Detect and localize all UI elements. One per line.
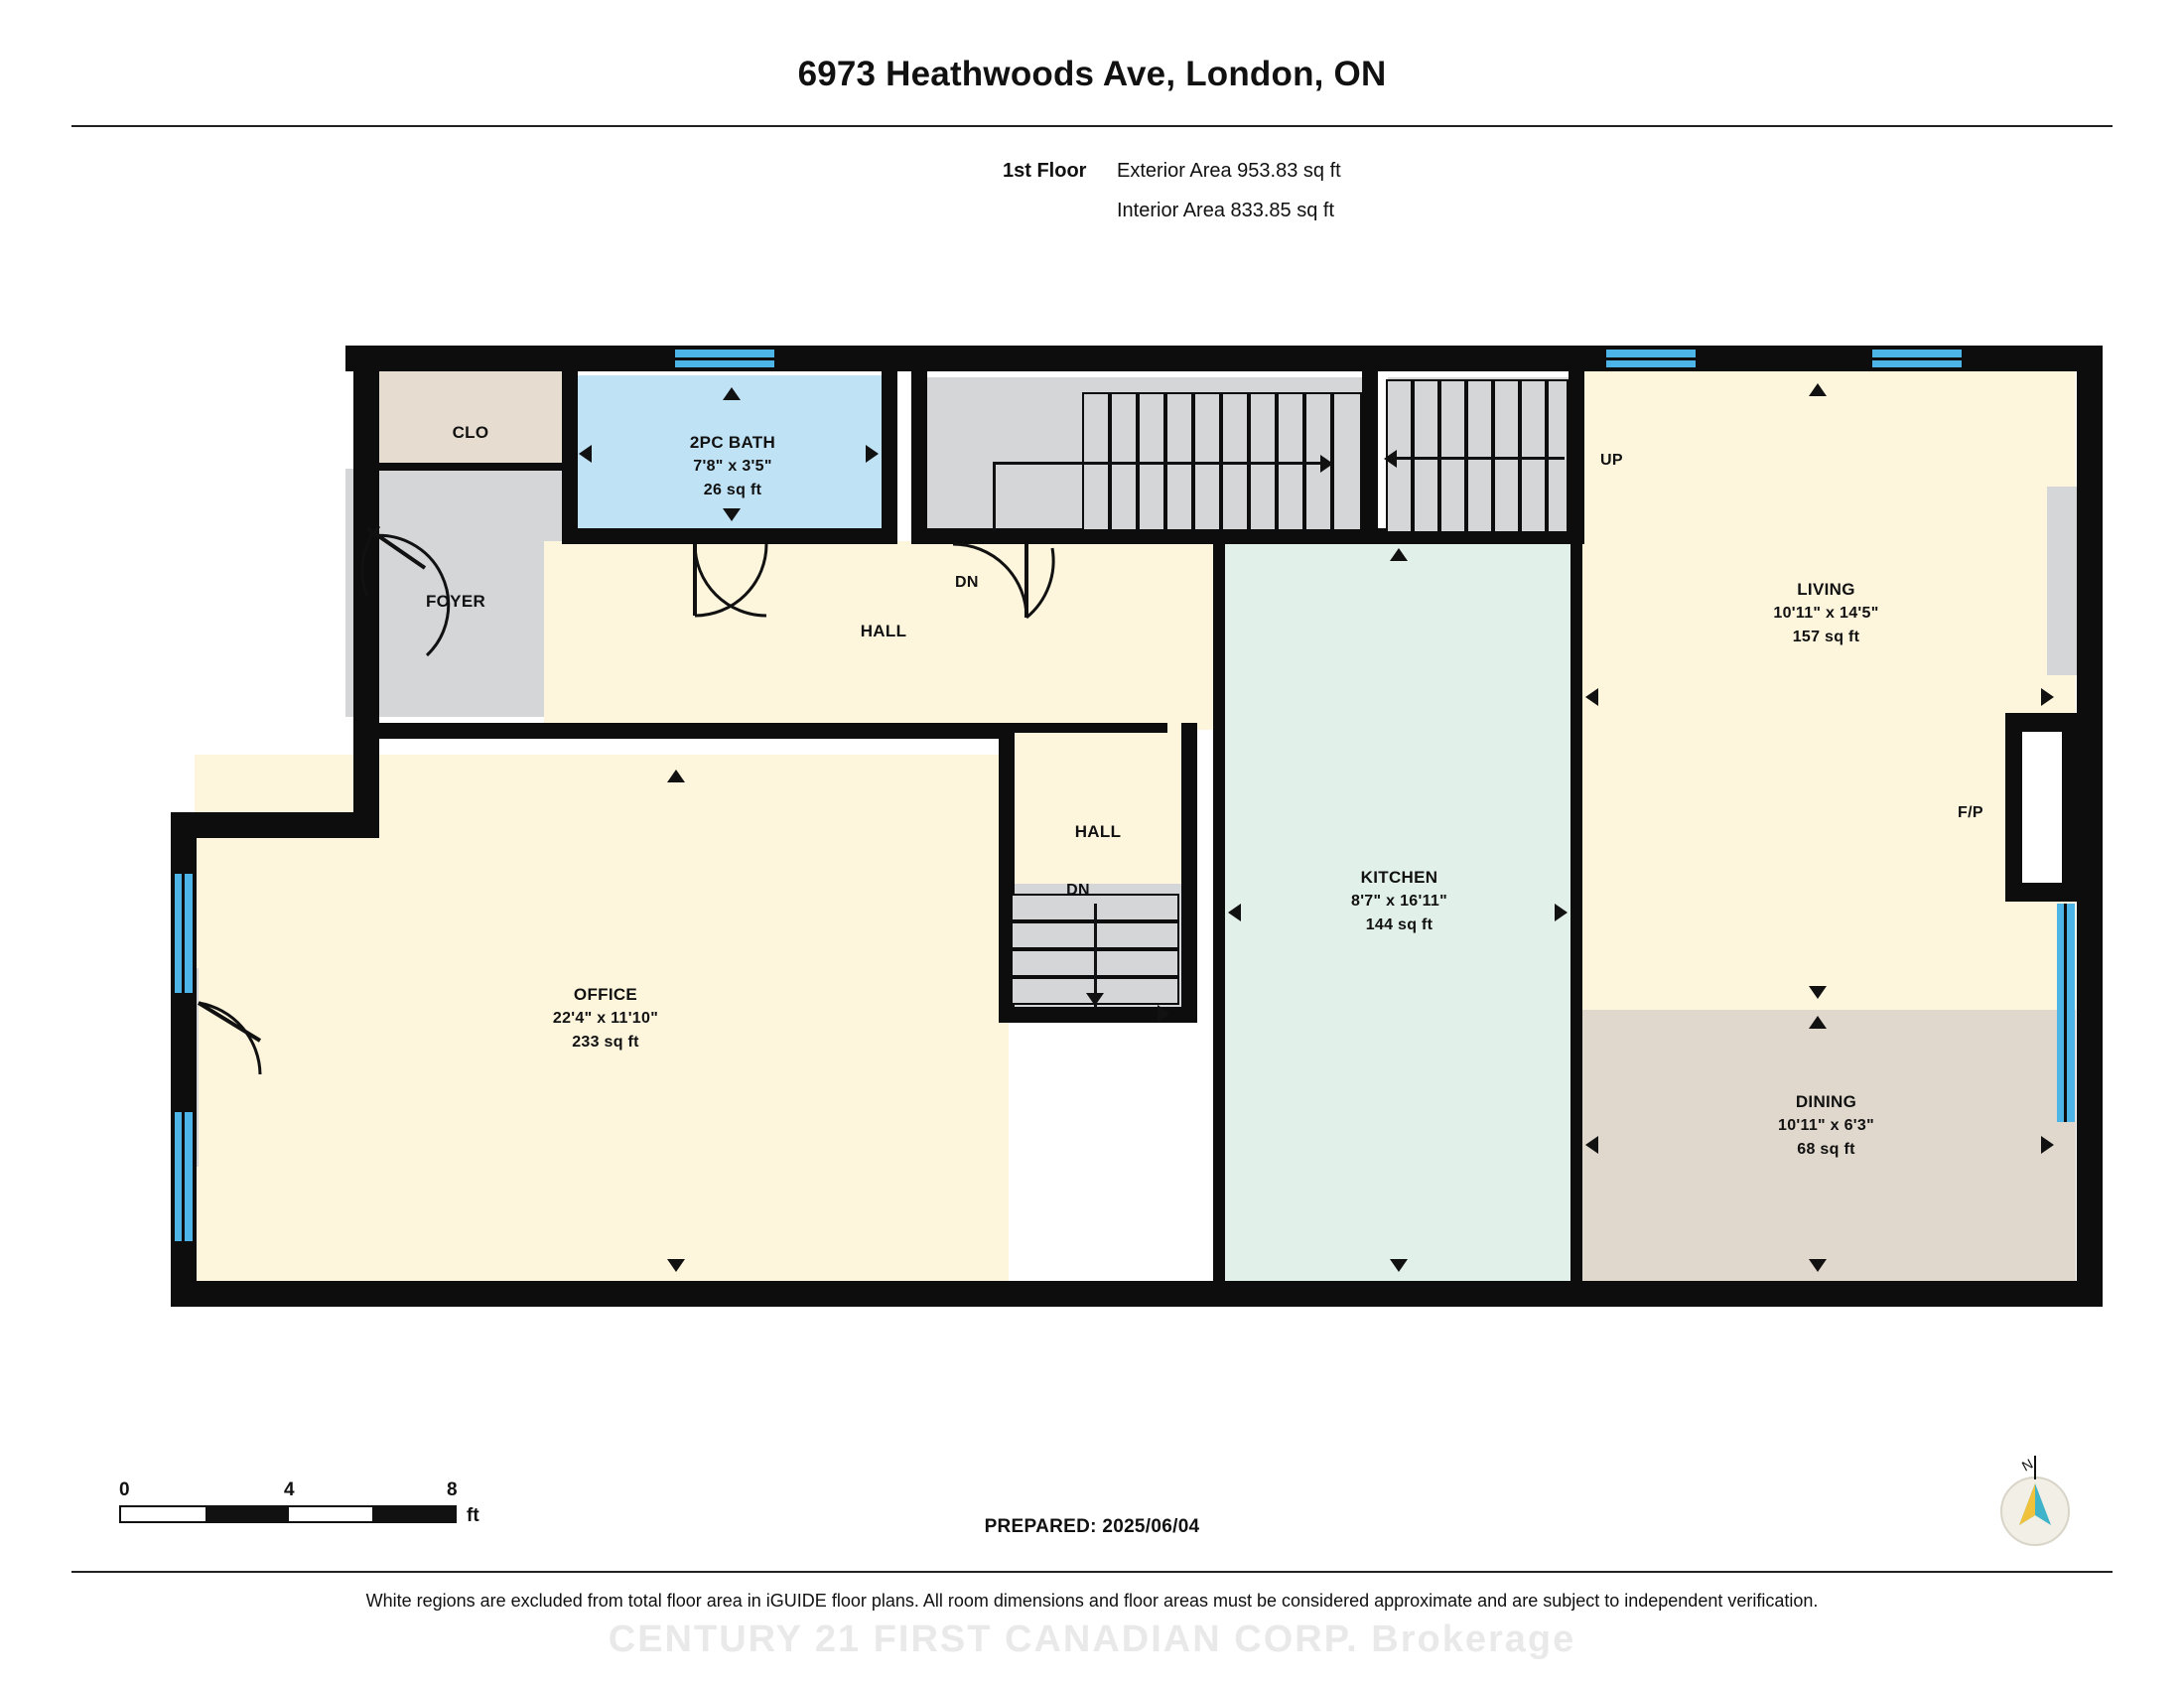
staircase-upper-right-arrow [1384,450,1397,468]
arrow-living-left [1585,688,1598,706]
arrow-living-up [1809,383,1827,396]
room-label-hall-upper [715,620,1052,643]
room-name-kitchen: KITCHEN [1360,868,1438,887]
scale-ticks [119,1479,457,1505]
room-name-hall-upper: HALL [860,622,907,640]
room-label-dining [1576,1090,2076,1162]
room-label-clo [373,421,568,445]
staircase-lower-arrow [1086,993,1104,1006]
room-dim-office: 22'4" x 11'10" [552,1010,659,1027]
room-label-kitchen [1222,866,1576,937]
floor-label: 1st Floor [1003,160,1087,182]
interior-area: Interior Area 833.85 sq ft [1117,200,1335,221]
staircase-upper-right-run-line [1390,457,1565,460]
arrow-dining-up [1809,1016,1827,1029]
scale-unit: ft [467,1505,479,1526]
room-dim-dining: 10'11" x 6'3" [1778,1117,1874,1134]
arrow-office-right [1158,1005,1170,1023]
page-title: 6973 Heathwoods Ave, London, ON [797,55,1387,93]
dn-marker-upper: DN [955,574,979,591]
arrow-living-right [2041,688,2054,706]
wall-clo-bottom [375,463,564,471]
window-top-right-mullion [1872,357,1962,360]
scale-tick-8: 8 [447,1479,458,1500]
window-left-upper-mullion [182,874,185,993]
dn-marker-lower: DN [1066,882,1090,899]
window-top-left-mullion [675,357,774,360]
wall-upper-right-stair-right [1569,365,1584,544]
prepared-date: PREPARED: 2025/06/04 [984,1516,1200,1537]
staircase-upper-middle-arrow [1320,455,1333,473]
wall-hall-bottom [379,723,1015,739]
disclaimer-text: White regions are excluded from total floor area in iGUIDE floor plans. All room dimensions and floor areas must be considered approximate and are subject to independent verification. [365,1591,1819,1611]
arrow-living-down [1809,986,1827,999]
arrow-bath-up [723,387,741,400]
arrow-kitchen-up [1390,548,1408,561]
wall-hall-lower-right [1181,723,1197,1021]
staircase-upper-middle-run-line [993,462,1320,465]
room-name-2pc-bath: 2PC BATH [689,433,776,452]
up-marker: UP [1600,452,1623,469]
room-dim-kitchen: 8'7" x 16'11" [1351,893,1447,910]
exterior-area: Exterior Area 953.83 sq ft [1117,160,1341,182]
wall-stair-right [1362,365,1378,544]
room-area-office: 233 sq ft [572,1034,639,1051]
footer-divider [71,1571,2113,1573]
arrow-kitchen-down [1390,1259,1408,1272]
wall-stair-left [911,365,927,544]
room-fill-clo [375,369,566,469]
wall-left-jog-horiz [171,812,379,838]
room-dim-2pc-bath: 7'8" x 3'5" [693,458,772,475]
room-label-hall-lower [1009,820,1187,844]
room-name-foyer: FOYER [425,592,486,611]
scale-tick-0: 0 [119,1479,130,1500]
room-label-living [1576,578,2076,649]
scale-tick-4: 4 [284,1479,295,1500]
room-area-kitchen: 144 sq ft [1365,916,1433,933]
room-name-office: OFFICE [573,985,638,1004]
svg-text:N: N [2018,1455,2036,1475]
room-label-office [496,983,715,1055]
wall-hall-upper-left-cap [1009,723,1167,733]
brokerage-watermark: CENTURY 21 FIRST CANADIAN CORP. Brokerage [608,1618,1576,1660]
room-name-living: LIVING [1797,580,1855,599]
window-right-lower-mullion [2064,904,2067,1122]
arrow-bath-down [723,508,741,521]
arrow-office-down [667,1259,685,1272]
wall-bath-bottom [562,528,897,544]
wall-right [2077,346,2103,1307]
room-fill-living [1576,369,2076,1010]
room-area-dining: 68 sq ft [1797,1141,1855,1158]
fireplace-label: F/P [1958,804,1983,821]
room-area-living: 157 sq ft [1792,629,1860,645]
wall-top [345,346,2103,371]
arrow-office-up [667,770,685,782]
window-top-mid-mullion [1606,357,1696,360]
room-dim-living: 10'11" x 14'5" [1773,605,1879,622]
room-name-hall-lower: HALL [1074,822,1122,841]
compass-rose [1976,1450,2095,1569]
staircase-upper-middle-return-line [993,462,996,531]
room-label-2pc-bath [574,431,891,502]
room-name-clo: CLO [452,423,489,442]
window-left-lower-mullion [182,1112,185,1241]
room-area-2pc-bath: 26 sq ft [703,482,762,498]
wall-bottom [171,1281,2103,1307]
room-name-dining: DINING [1795,1092,1857,1111]
fireplace-inner [2019,729,2065,886]
room-label-foyer [345,590,566,614]
arrow-dining-down [1809,1259,1827,1272]
